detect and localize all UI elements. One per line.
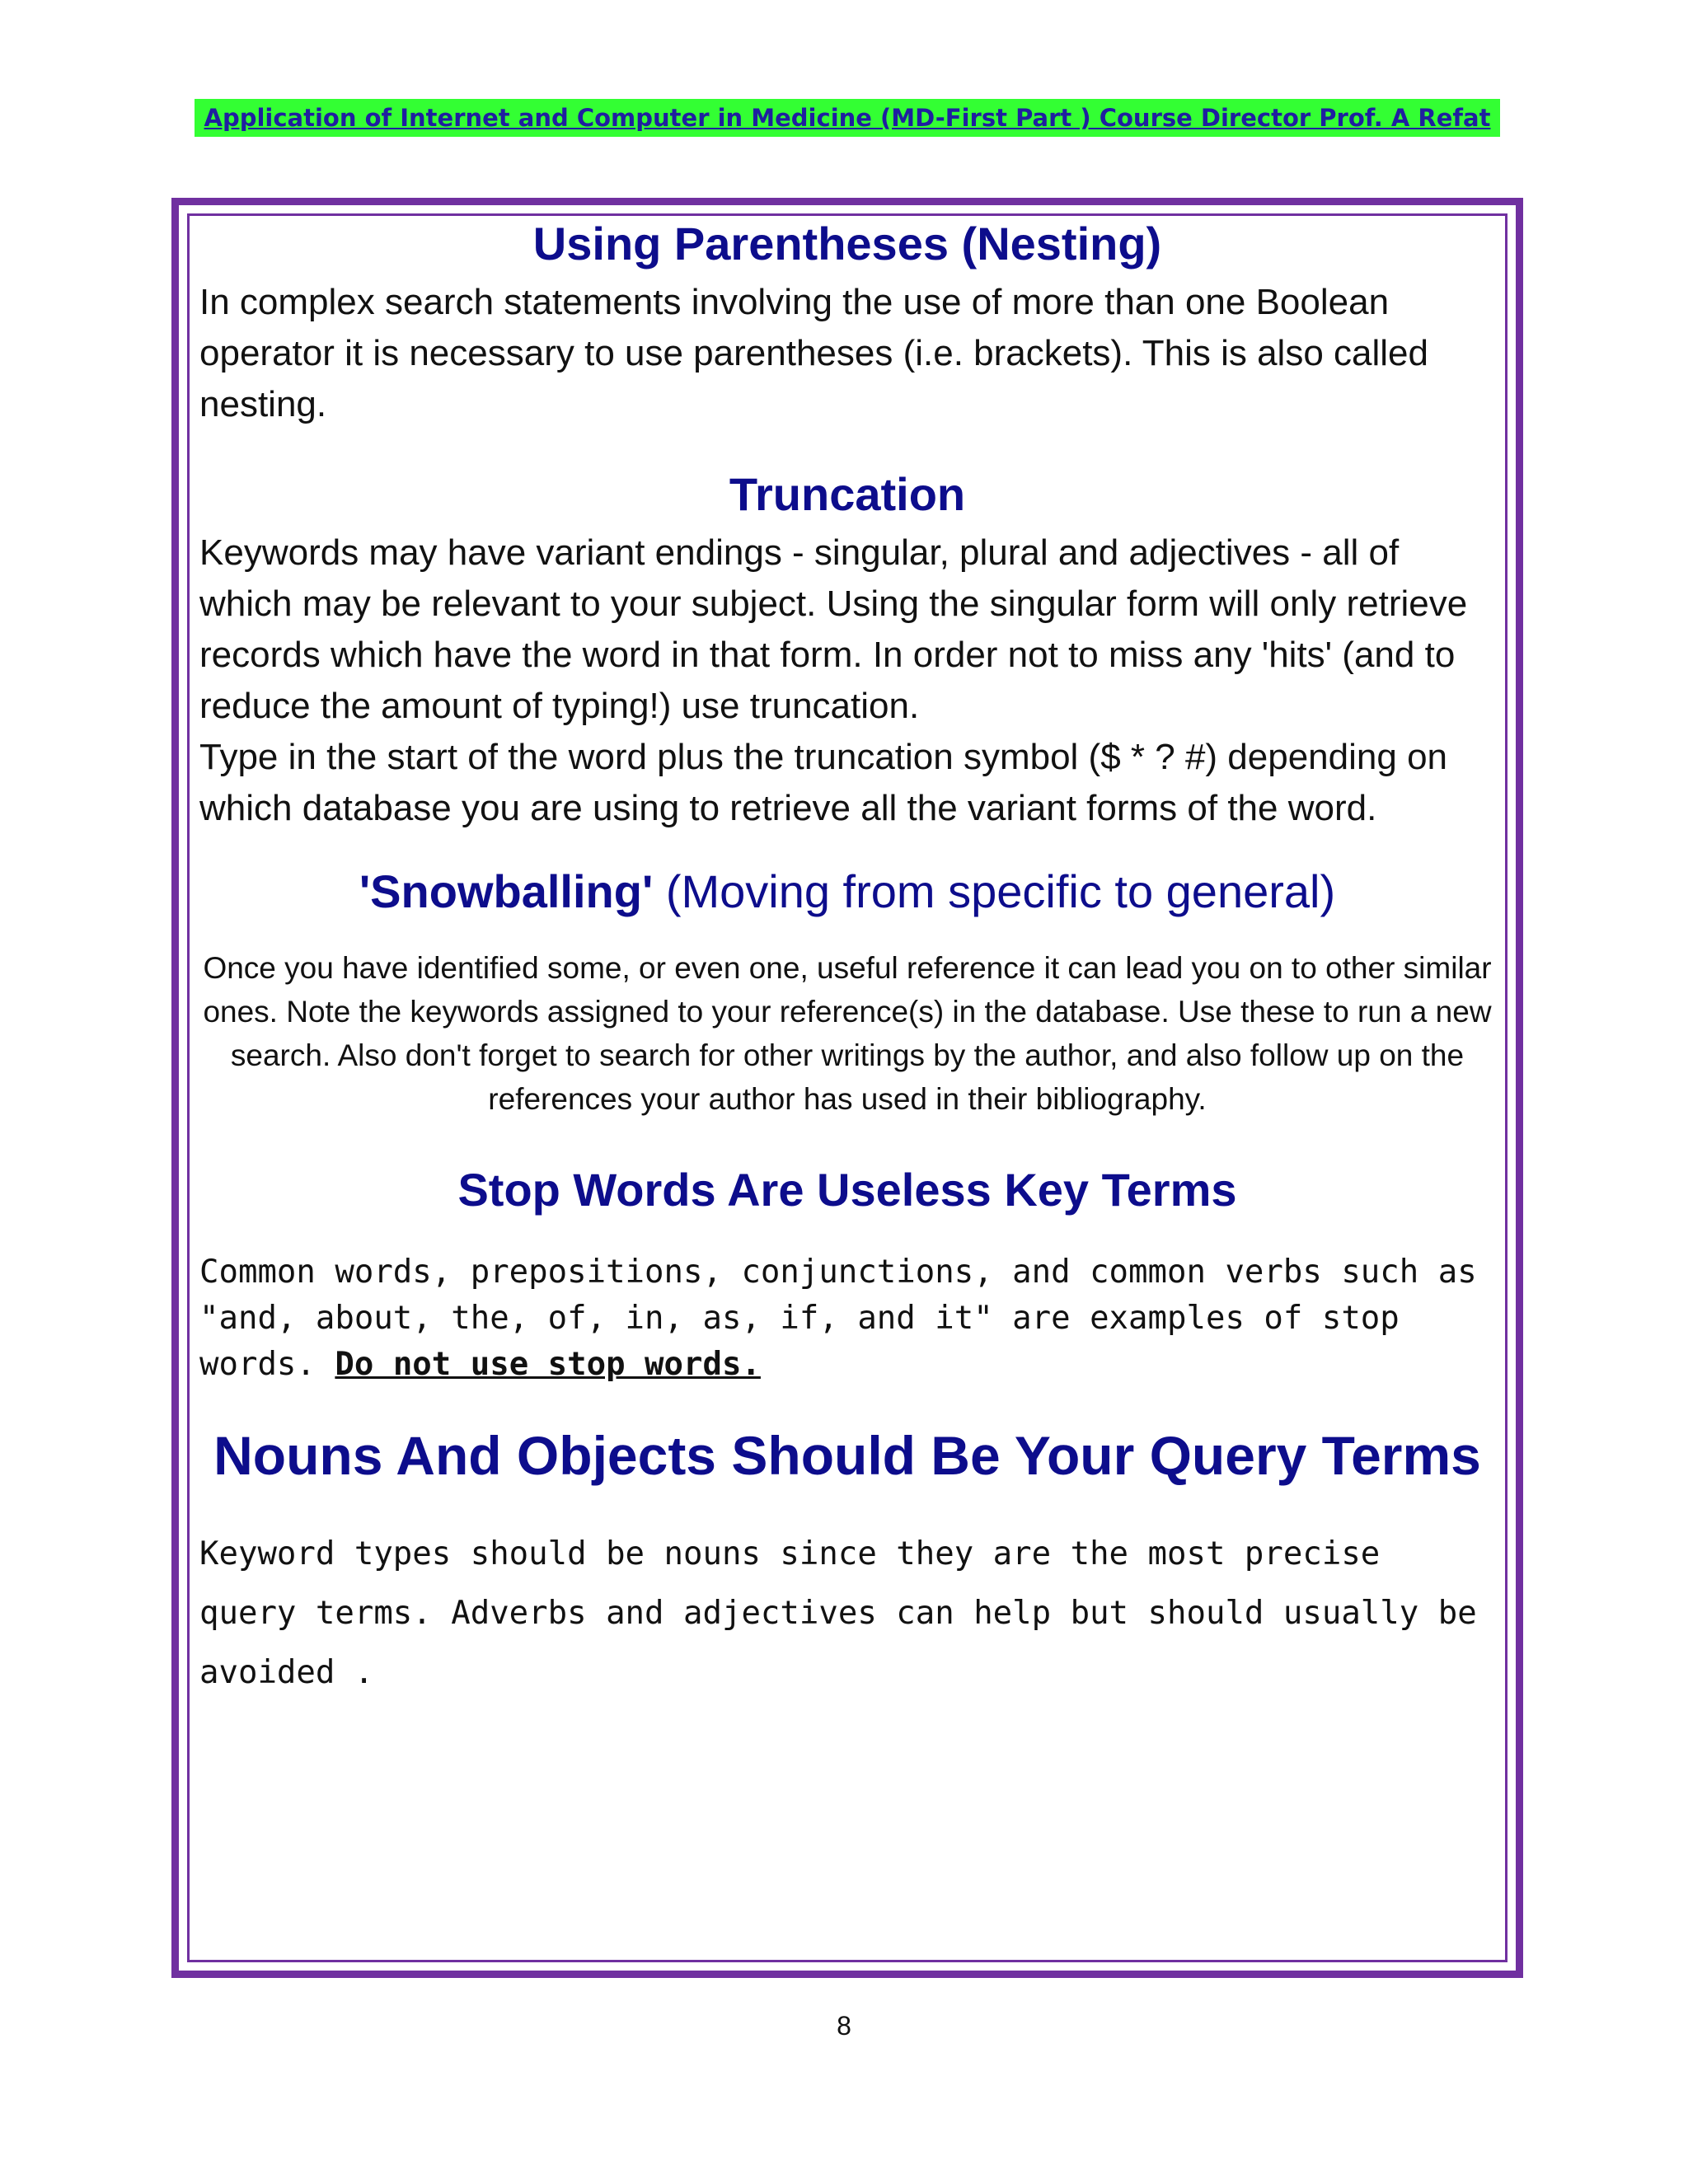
stop-words-emphasis: Do not use stop words. — [335, 1346, 761, 1383]
course-header-bar — [195, 99, 1500, 137]
heading-nesting: Using Parentheses (Nesting) — [532, 218, 1162, 269]
heading-truncation: Truncation — [729, 468, 966, 520]
paragraph-snowballing: Once you have identified some, or even one, useful reference it can lead you on to other similar ones. Note the keywords assigned to your reference(s) in the database. Use these to run a new search. Also don't forget to search for other writings by the author, and also follow up on the references your author has used in their bibliography. — [203, 951, 1492, 1116]
paragraph-stop-words — [199, 1249, 1495, 1388]
page-number: 8 — [837, 2011, 851, 2041]
heading-snowballing-subtitle: (Moving from specific to general) — [653, 865, 1336, 917]
course-header-text: Application of Internet and Computer in Medicine (MD-First Part ) Course Director Prof. A Refat — [204, 104, 1491, 132]
paragraph-nouns: Keyword types should be nouns since they are the most precise query terms. Adverbs and adjectives can help but should usually be avoided . — [199, 1535, 1477, 1691]
heading-snowballing-bold: 'Snowballing' — [359, 865, 654, 917]
paragraph-nesting: In complex search statements involving the use of more than one Boolean operator it is necessary to use parentheses (i.e. brackets). This is also called nesting. — [199, 282, 1428, 424]
stop-words-text: Common words, prepositions, conjunctions, and common verbs such as "and, about, the, of, in, as, if, and it" are examples of stop words. — [199, 1254, 1477, 1383]
paragraph-truncation-1: Keywords may have variant endings - singular, plural and adjectives - all of which may be relevant to your subject. Using the singular form will only retrieve records which have the word in that form. In order not to miss any 'hits' (and to reduce the amount of typing!) use truncation. — [199, 532, 1468, 726]
heading-snowballing — [199, 859, 1495, 925]
heading-nouns: Nouns And Objects Should Be Your Query Terms — [213, 1425, 1481, 1486]
page-content — [199, 206, 1495, 1703]
heading-stop-words: Stop Words Are Useless Key Terms — [457, 1164, 1237, 1216]
paragraph-truncation-2: Type in the start of the word plus the truncation symbol ($ * ? #) depending on which database you are using to retrieve all the variant forms of the word. — [199, 737, 1448, 828]
